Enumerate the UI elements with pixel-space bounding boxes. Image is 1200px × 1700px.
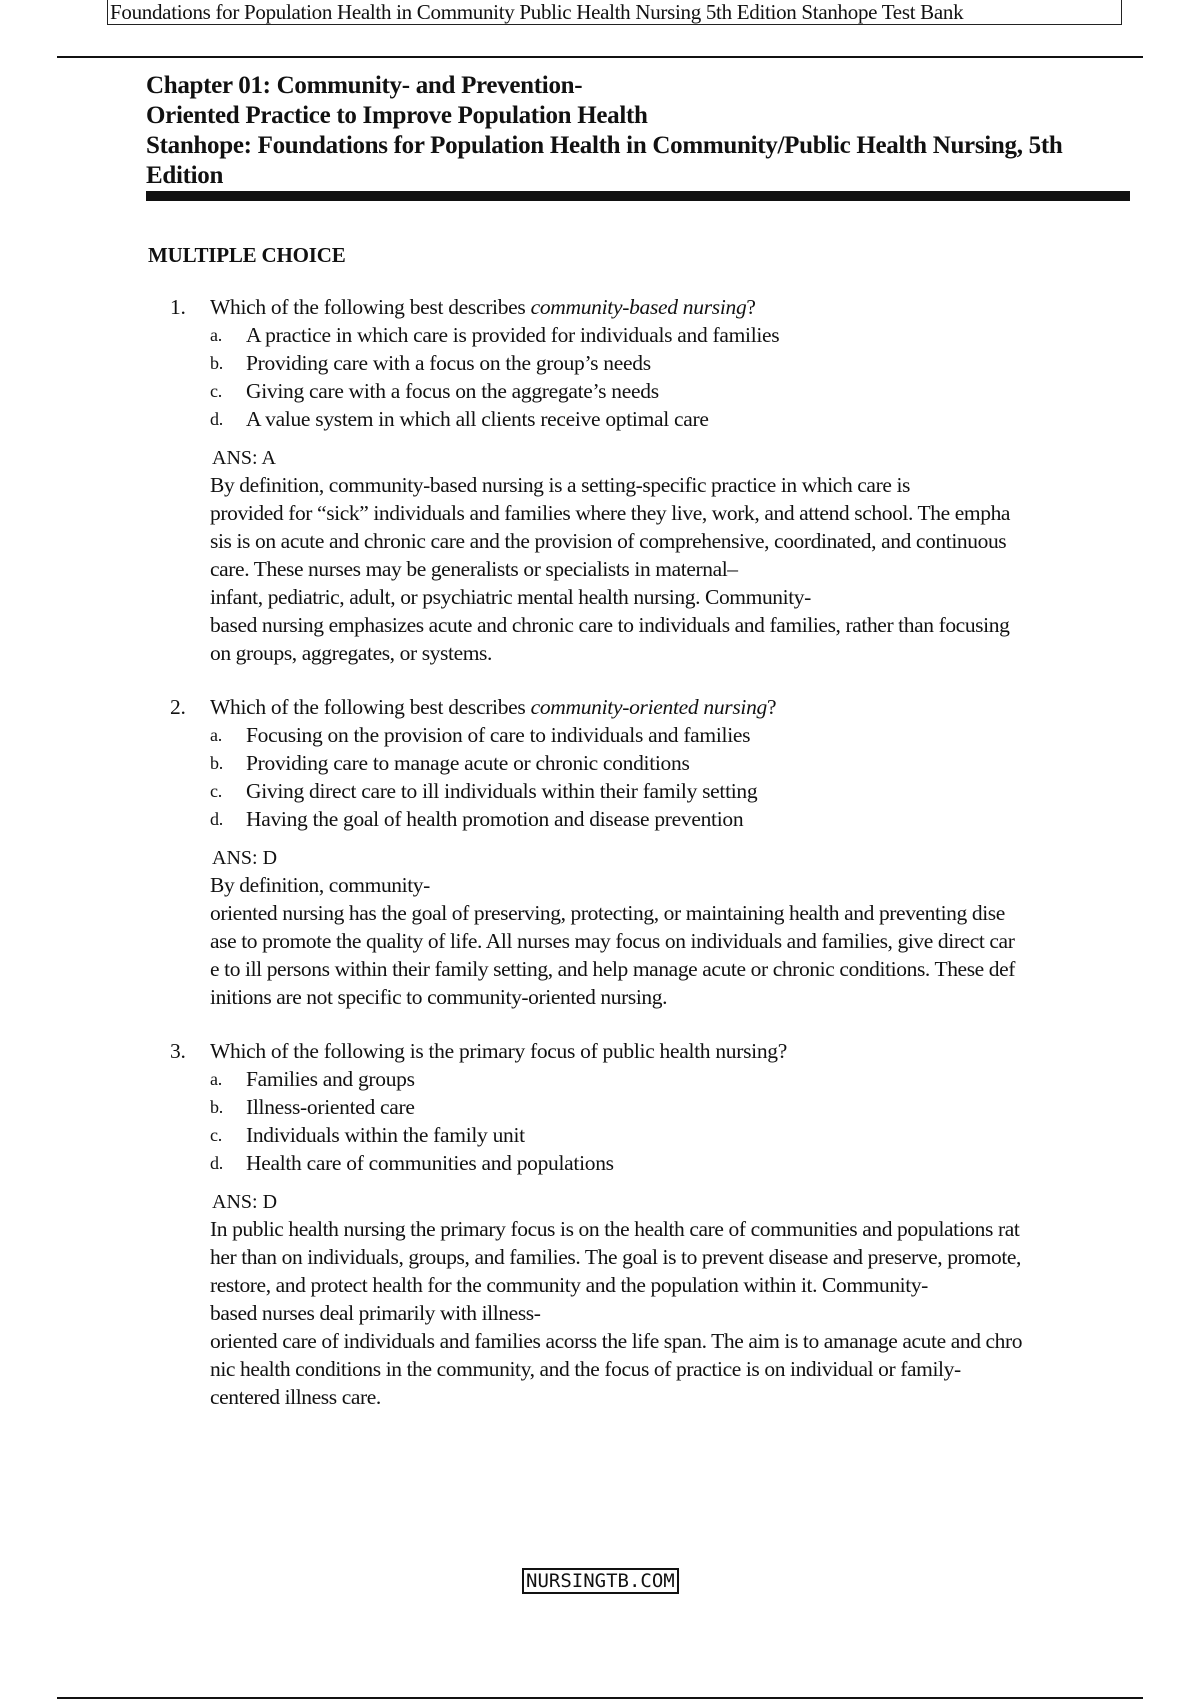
header-divider	[57, 56, 1143, 58]
question-1	[170, 293, 1130, 667]
question-text: Which of the following is the primary focus of public health nursing?	[210, 1039, 787, 1063]
option-c: c. Giving care with a focus on the aggregate’s needs	[210, 379, 659, 403]
question-text: Which of the following best describes community-oriented nursing?	[210, 695, 777, 719]
option-list	[210, 721, 1130, 833]
option-d: d. A value system in which all clients receive optimal care	[210, 407, 709, 431]
option-list	[210, 1065, 1130, 1177]
section-heading: MULTIPLE CHOICE	[148, 243, 346, 267]
chapter-title-line: Edition	[146, 162, 224, 189]
option-d: d. Having the goal of health promotion and disease prevention	[210, 807, 744, 831]
document-header-banner: Foundations for Population Health in Community Public Health Nursing 5th Edition Stanhope Test Bank	[107, 0, 1122, 25]
question-number: 3.	[170, 1039, 186, 1063]
chapter-title-line: Oriented Practice to Improve Population Health	[146, 102, 648, 129]
question-2	[170, 693, 1130, 1011]
option-a: a. A practice in which care is provided for individuals and families	[210, 323, 780, 347]
option-a: a. Focusing on the provision of care to individuals and families	[210, 723, 751, 747]
option-a: a. Families and groups	[210, 1067, 415, 1091]
chapter-title-line: Stanhope: Foundations for Population Health in Community/Public Health Nursing, 5th	[146, 132, 1063, 159]
answer-rationale: In public health nursing the primary focus is on the health care of communities and populations rat her than on individuals, groups, and families. The goal is to prevent disease and preserve, promote, restore, and protect health for the community and the population within it. Community- based nurses deal primarily with illness- oriented care of individuals and families acorss the life span. The aim is to amanage acute and chro nic health conditions in the community, and the focus of practice is on individual or family- centered illness care.	[210, 1217, 1023, 1409]
question-3	[170, 1037, 1130, 1411]
chapter-title-line: Chapter 01: Community- and Prevention-	[146, 72, 583, 99]
question-list	[170, 293, 1130, 1437]
question-stem	[170, 693, 1130, 721]
option-d: d. Health care of communities and populations	[210, 1151, 614, 1175]
question-stem	[170, 1037, 1130, 1065]
footer-divider	[57, 1697, 1143, 1699]
question-stem	[170, 293, 1130, 321]
option-b: b. Illness-oriented care	[210, 1095, 415, 1119]
option-b: b. Providing care with a focus on the group’s needs	[210, 351, 651, 375]
option-b: b. Providing care to manage acute or chronic conditions	[210, 751, 690, 775]
question-text: Which of the following best describes community-based nursing?	[210, 295, 756, 319]
question-number: 1.	[170, 295, 186, 319]
chapter-title	[146, 71, 1136, 191]
option-c: c. Individuals within the family unit	[210, 1123, 525, 1147]
option-list	[210, 321, 1130, 433]
answer-key: ANS: D	[212, 847, 278, 869]
footer-watermark-badge: NURSINGTB.COM	[522, 1568, 679, 1594]
answer-rationale: By definition, community- oriented nursing has the goal of preserving, protecting, or maintaining health and preventing dise ase to promote the quality of life. All nurses may focus on individuals and families, give direct car e to ill persons within their family setting, and help manage acute or chronic conditions. These def initions are not specific to community-oriented nursing.	[210, 873, 1016, 1009]
option-c: c. Giving direct care to ill individuals within their family setting	[210, 779, 758, 803]
answer-key: ANS: A	[212, 447, 276, 469]
title-divider	[146, 191, 1130, 201]
answer-key: ANS: D	[212, 1191, 278, 1213]
answer-rationale: By definition, community-based nursing is a setting-specific practice in which care is provided for “sick” individuals and families where they live, work, and attend school. The empha sis is on acute and chronic care and the provision of comprehensive, coordinated, and continuous care. These nurses may be generalists or specialists in maternal– infant, pediatric, adult, or psychiatric mental health nursing. Community- based nursing emphasizes acute and chronic care to individuals and families, rather than focusing on groups, aggregates, or systems.	[210, 473, 1011, 665]
question-number: 2.	[170, 695, 186, 719]
